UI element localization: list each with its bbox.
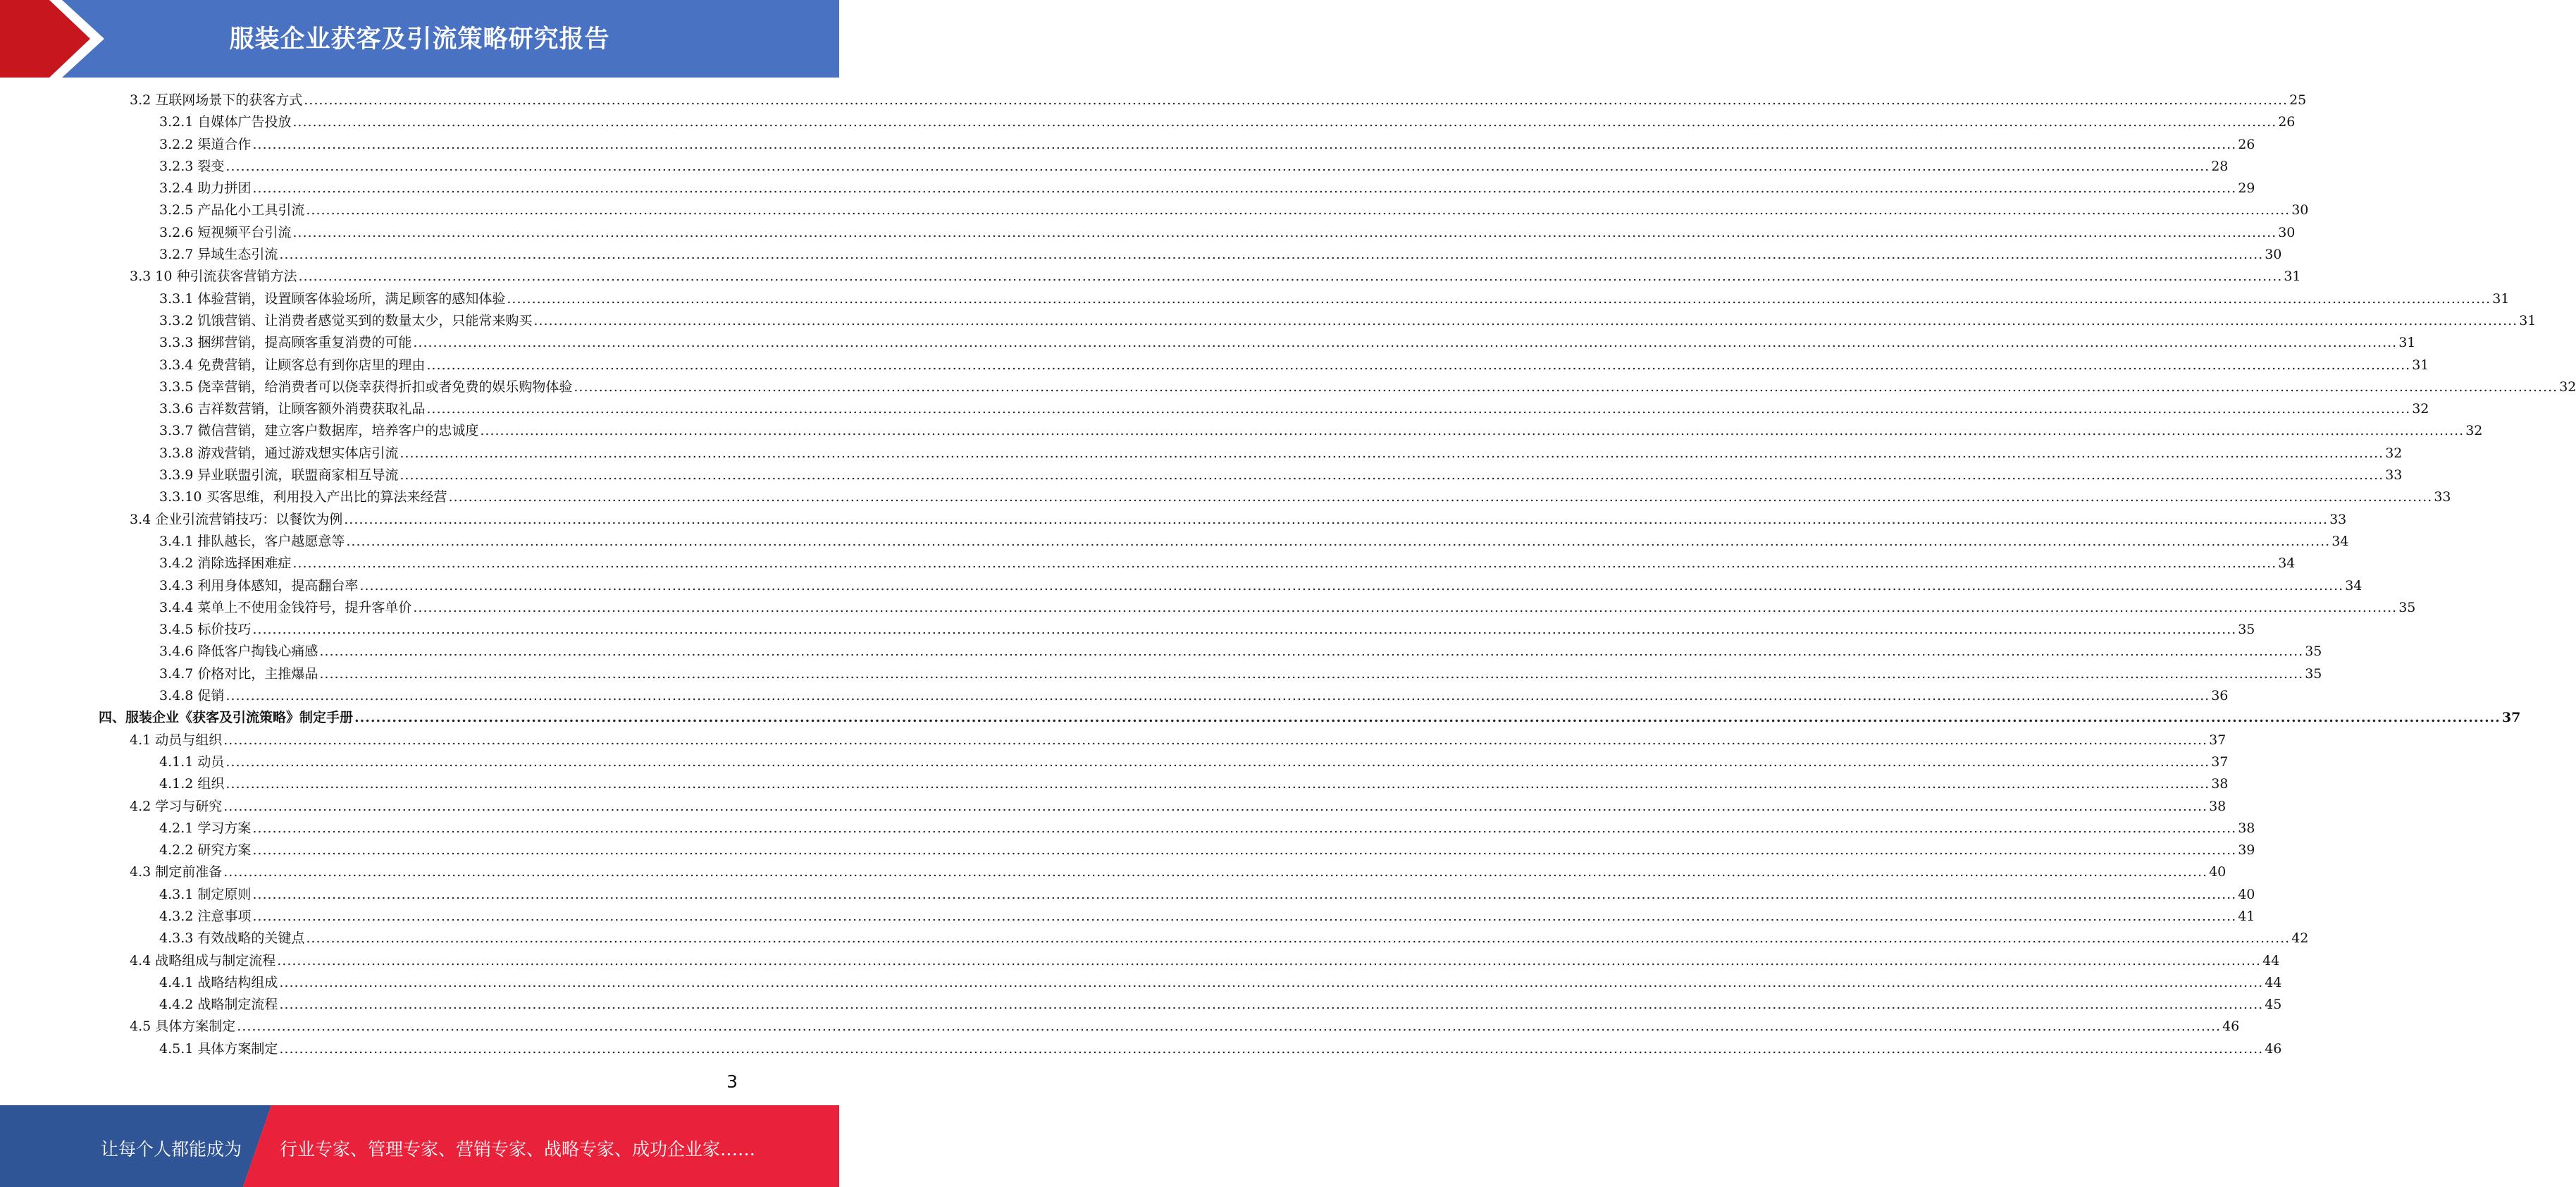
toc-entry-label: 3.3.5 侥幸营销，给消费者可以侥幸获得折扣或者免费的娱乐购物体验 [159, 379, 573, 395]
toc-entry-page: 35 [2238, 622, 2255, 638]
toc-entry-page: 35 [2305, 644, 2322, 660]
toc-entry[interactable] [99, 773, 2229, 795]
toc-dot-leader: ................................................................................................................................................................................................................................................................................................................................................................................................................ [354, 710, 2501, 726]
footer-slogan-right: 行业专家、管理专家、营销专家、战略专家、成功企业家…… [280, 1139, 756, 1160]
toc-entry-page: 46 [2222, 1019, 2240, 1035]
toc-entry-label: 3.3.1 体验营销，设置顾客体验场所，满足顾客的感知体验 [159, 290, 506, 307]
toc-entry-page: 41 [2238, 908, 2255, 924]
toc-entry[interactable] [99, 906, 2255, 928]
toc-entry-label: 3.3.7 微信营销，建立客户数据库，培养客户的忠诚度 [159, 423, 479, 439]
toc-dot-leader: ................................................................................................................................................................................................................................................................................................................................................................................................................ [359, 577, 2344, 594]
toc-entry[interactable] [99, 553, 2296, 574]
toc-entry[interactable] [99, 355, 2429, 376]
toc-dot-leader: ................................................................................................................................................................................................................................................................................................................................................................................................................ [223, 798, 2208, 814]
toc-entry[interactable] [99, 90, 2307, 111]
toc-entry-label: 3.2 互联网场景下的获客方式 [130, 92, 303, 108]
toc-entry-label: 3.4 企业引流营销技巧：以餐饮为例 [130, 511, 343, 527]
toc-entry-page: 32 [2412, 401, 2429, 417]
toc-entry[interactable] [99, 486, 2451, 508]
toc-entry-page: 33 [2385, 467, 2403, 484]
toc-entry-page: 34 [2278, 555, 2296, 572]
toc-entry-label: 3.2.7 异域生态引流 [159, 247, 278, 263]
toc-dot-leader: ................................................................................................................................................................................................................................................................................................................................................................................................................ [346, 533, 2331, 549]
toc-entry-page: 44 [2265, 974, 2282, 990]
toc-dot-leader: ................................................................................................................................................................................................................................................................................................................................................................................................................ [413, 599, 2398, 615]
toc-entry-page: 31 [2519, 312, 2537, 328]
toc-dot-leader: ................................................................................................................................................................................................................................................................................................................................................................................................................ [400, 467, 2384, 484]
toc-entry[interactable] [99, 972, 2282, 994]
toc-entry-page: 37 [2209, 732, 2227, 748]
toc-dot-leader: ................................................................................................................................................................................................................................................................................................................................................................................................................ [292, 114, 2277, 130]
toc-dot-leader: ................................................................................................................................................................................................................................................................................................................................................................................................................ [574, 379, 2558, 395]
toc-entry[interactable] [99, 751, 2229, 773]
toc-entry[interactable] [99, 884, 2255, 906]
toc-dot-leader: ................................................................................................................................................................................................................................................................................................................................................................................................................ [306, 202, 2291, 219]
toc-dot-leader: ................................................................................................................................................................................................................................................................................................................................................................................................................ [292, 555, 2277, 572]
toc-entry[interactable] [99, 134, 2255, 156]
toc-dot-leader: ................................................................................................................................................................................................................................................................................................................................................................................................................ [225, 688, 2210, 704]
toc-entry-label: 4.1.1 动员 [159, 754, 225, 770]
page-number: 3 [726, 1071, 738, 1092]
toc-entry-label: 3.3.3 捆绑营销，提高顾客重复消费的可能 [159, 335, 412, 351]
toc-entry-label: 3.3 10 种引流获客营销方法 [130, 269, 297, 285]
toc-dot-leader: ................................................................................................................................................................................................................................................................................................................................................................................................................ [344, 511, 2329, 527]
toc-entry-label: 3.3.9 异业联盟引流，联盟商家相互导流 [159, 467, 399, 484]
toc-dot-leader: ................................................................................................................................................................................................................................................................................................................................................................................................................ [292, 224, 2277, 240]
toc-entry[interactable] [99, 1016, 2240, 1038]
toc-entry-label: 4.1.2 组织 [159, 776, 225, 792]
toc-entry-page: 32 [2465, 423, 2483, 439]
toc-dot-leader: ................................................................................................................................................................................................................................................................................................................................................................................................................ [448, 489, 2433, 505]
toc-entry-label: 3.2.1 自媒体广告投放 [159, 114, 292, 130]
toc-entry-label: 3.2.2 渠道合作 [159, 136, 252, 152]
toc-entry-label: 3.3.10 买客思维，利用投入产出比的算法来经营 [159, 489, 447, 505]
toc-entry-page: 33 [2434, 489, 2451, 505]
table-of-contents [99, 90, 2576, 1060]
toc-dot-leader: ................................................................................................................................................................................................................................................................................................................................................................................................................ [237, 1019, 2222, 1035]
toc-entry-label: 4.3 制定前准备 [130, 864, 223, 880]
toc-entry-label: 3.2.6 短视频平台引流 [159, 224, 292, 240]
toc-dot-leader: ................................................................................................................................................................................................................................................................................................................................................................................................................ [225, 158, 2210, 174]
toc-entry[interactable] [99, 531, 2349, 553]
toc-dot-leader: ................................................................................................................................................................................................................................................................................................................................................................................................................ [319, 644, 2304, 660]
toc-dot-leader: ................................................................................................................................................................................................................................................................................................................................................................................................................ [252, 886, 2237, 902]
toc-dot-leader: ................................................................................................................................................................................................................................................................................................................................................................................................................ [252, 180, 2237, 197]
toc-entry-label: 4.5.1 具体方案制定 [159, 1040, 278, 1057]
toc-dot-leader: ................................................................................................................................................................................................................................................................................................................................................................................................................ [306, 930, 2291, 947]
toc-entry-label: 3.2.5 产品化小工具引流 [159, 202, 305, 219]
toc-entry-page: 34 [2332, 533, 2349, 549]
toc-entry[interactable] [99, 619, 2255, 641]
toc-entry-page: 29 [2238, 180, 2255, 197]
toc-entry-page: 36 [2211, 688, 2229, 704]
toc-dot-leader: ................................................................................................................................................................................................................................................................................................................................................................................................................ [252, 820, 2237, 836]
toc-entry-label: 4.2.1 学习方案 [159, 820, 252, 836]
toc-entry-page: 46 [2265, 1040, 2282, 1057]
toc-entry-page: 37 [2501, 710, 2521, 726]
toc-dot-leader: ................................................................................................................................................................................................................................................................................................................................................................................................................ [252, 622, 2237, 638]
toc-entry-label: 3.4.3 利用身体感知，提高翻台率 [159, 577, 359, 594]
toc-entry-page: 40 [2238, 886, 2255, 902]
toc-entry-page: 35 [2305, 665, 2322, 682]
toc-entry-label: 3.4.4 菜单上不使用金钱符号，提升客单价 [159, 599, 412, 615]
toc-entry-label: 3.4.5 标价技巧 [159, 622, 252, 638]
report-title: 服装企业获客及引流策略研究报告 [229, 25, 610, 54]
toc-entry[interactable] [99, 839, 2255, 861]
toc-entry-page: 31 [2492, 290, 2510, 307]
toc-dot-leader: ................................................................................................................................................................................................................................................................................................................................................................................................................ [279, 247, 2264, 263]
toc-dot-leader: ................................................................................................................................................................................................................................................................................................................................................................................................................ [252, 908, 2237, 924]
toc-entry[interactable] [99, 796, 2227, 818]
toc-entry[interactable] [99, 420, 2483, 442]
toc-entry[interactable] [99, 332, 2416, 354]
toc-entry[interactable] [99, 1038, 2282, 1060]
toc-entry-page: 30 [2265, 247, 2282, 263]
toc-entry-page: 31 [2412, 357, 2429, 373]
toc-entry-label: 3.2.4 助力拼团 [159, 180, 252, 197]
toc-entry[interactable] [99, 398, 2429, 420]
footer-slogan-left: 让每个人都能成为 [101, 1139, 242, 1160]
toc-entry-page: 38 [2211, 776, 2229, 792]
toc-entry-label: 4.3.2 注意事项 [159, 908, 252, 924]
toc-entry-page: 32 [2559, 379, 2576, 395]
toc-entry-page: 42 [2291, 930, 2309, 947]
toc-entry-label: 3.4.6 降低客户掏钱心痛感 [159, 644, 318, 660]
toc-entry[interactable] [99, 950, 2280, 972]
toc-entry-page: 40 [2209, 864, 2227, 880]
toc-entry-page: 44 [2262, 952, 2280, 968]
toc-entry-page: 38 [2209, 798, 2227, 814]
toc-entry[interactable] [99, 178, 2255, 199]
toc-entry-page: 28 [2211, 158, 2229, 174]
toc-entry[interactable] [99, 111, 2296, 133]
toc-dot-leader: ................................................................................................................................................................................................................................................................................................................................................................................................................ [533, 312, 2518, 328]
toc-entry[interactable] [99, 928, 2309, 949]
toc-entry[interactable] [99, 663, 2322, 685]
toc-entry-label: 4.2 学习与研究 [130, 798, 223, 814]
toc-entry[interactable] [99, 685, 2229, 707]
toc-entry-label: 四、服装企业《获客及引流策略》制定手册 [99, 710, 354, 726]
toc-entry-label: 4.5 具体方案制定 [130, 1019, 236, 1035]
toc-entry-page: 35 [2398, 599, 2416, 615]
toc-entry[interactable] [99, 266, 2301, 288]
page-footer [0, 1105, 839, 1187]
toc-dot-leader: ................................................................................................................................................................................................................................................................................................................................................................................................................ [225, 776, 2210, 792]
toc-entry[interactable] [99, 222, 2296, 244]
toc-entry-label: 3.4.8 促销 [159, 688, 225, 704]
toc-dot-leader: ................................................................................................................................................................................................................................................................................................................................................................................................................ [319, 665, 2304, 682]
toc-entry-label: 3.3.8 游戏营销，通过游戏想实体店引流 [159, 445, 399, 461]
toc-entry-label: 3.4.2 消除选择困难症 [159, 555, 292, 572]
toc-dot-leader: ................................................................................................................................................................................................................................................................................................................................................................................................................ [277, 952, 2262, 968]
toc-entry[interactable] [99, 465, 2403, 486]
toc-entry-label: 3.2.3 裂变 [159, 158, 225, 174]
toc-entry-label: 3.3.2 饥饿营销、让消费者感觉买到的数量太少，只能常来购买 [159, 312, 533, 328]
toc-entry[interactable] [99, 199, 2309, 221]
toc-entry-page: 31 [2398, 335, 2416, 351]
toc-entry[interactable] [99, 818, 2255, 839]
toc-entry-label: 4.1 动员与组织 [130, 732, 223, 748]
toc-dot-leader: ................................................................................................................................................................................................................................................................................................................................................................................................................ [400, 445, 2384, 461]
toc-entry-label: 3.4.1 排队越长，客户越愿意等 [159, 533, 345, 549]
toc-entry-label: 3.4.7 价格对比，主推爆品 [159, 665, 318, 682]
toc-dot-leader: ................................................................................................................................................................................................................................................................................................................................................................................................................ [426, 401, 2411, 417]
toc-dot-leader: ................................................................................................................................................................................................................................................................................................................................................................................................................ [279, 997, 2264, 1013]
toc-dot-leader: ................................................................................................................................................................................................................................................................................................................................................................................................................ [225, 754, 2210, 770]
toc-entry-page: 32 [2385, 445, 2403, 461]
toc-entry[interactable] [99, 156, 2229, 178]
toc-dot-leader: ................................................................................................................................................................................................................................................................................................................................................................................................................ [279, 974, 2264, 990]
toc-entry[interactable] [99, 707, 2521, 729]
toc-entry[interactable] [99, 288, 2510, 310]
toc-dot-leader: ................................................................................................................................................................................................................................................................................................................................................................................................................ [298, 269, 2283, 285]
toc-dot-leader: ................................................................................................................................................................................................................................................................................................................................................................................................................ [304, 92, 2289, 108]
toc-dot-leader: ................................................................................................................................................................................................................................................................................................................................................................................................................ [426, 357, 2411, 373]
toc-entry[interactable] [99, 597, 2416, 619]
toc-entry-page: 25 [2289, 92, 2307, 108]
toc-entry[interactable] [99, 575, 2363, 597]
toc-entry[interactable] [99, 730, 2227, 751]
toc-entry-page: 45 [2265, 997, 2282, 1013]
toc-entry[interactable] [99, 244, 2282, 266]
toc-entry-label: 4.4 战略组成与制定流程 [130, 952, 276, 968]
toc-dot-leader: ................................................................................................................................................................................................................................................................................................................................................................................................................ [507, 290, 2491, 307]
page-header [0, 0, 839, 78]
toc-entry[interactable] [99, 443, 2403, 465]
toc-entry-label: 4.2.2 研究方案 [159, 842, 252, 859]
toc-dot-leader: ................................................................................................................................................................................................................................................................................................................................................................................................................ [252, 842, 2237, 859]
toc-dot-leader: ................................................................................................................................................................................................................................................................................................................................................................................................................ [480, 423, 2465, 439]
toc-entry-label: 3.3.4 免费营销，让顾客总有到你店里的理由 [159, 357, 426, 373]
toc-entry-page: 26 [2278, 114, 2296, 130]
toc-entry[interactable] [99, 861, 2227, 883]
toc-entry-page: 34 [2345, 577, 2363, 594]
toc-entry-label: 3.3.6 吉祥数营销，让顾客额外消费获取礼品 [159, 401, 426, 417]
toc-entry-page: 38 [2238, 820, 2255, 836]
toc-entry[interactable] [99, 376, 2576, 398]
toc-entry-page: 30 [2291, 202, 2309, 219]
toc-entry-page: 26 [2238, 136, 2255, 152]
toc-entry-page: 39 [2238, 842, 2255, 859]
toc-entry-page: 37 [2211, 754, 2229, 770]
toc-entry-label: 4.4.2 战略制定流程 [159, 997, 278, 1013]
toc-entry-page: 30 [2278, 224, 2296, 240]
toc-entry[interactable] [99, 641, 2322, 663]
toc-dot-leader: ................................................................................................................................................................................................................................................................................................................................................................................................................ [279, 1040, 2264, 1057]
toc-dot-leader: ................................................................................................................................................................................................................................................................................................................................................................................................................ [413, 335, 2398, 351]
toc-entry[interactable] [99, 994, 2282, 1016]
toc-dot-leader: ................................................................................................................................................................................................................................................................................................................................................................................................................ [223, 864, 2208, 880]
toc-entry[interactable] [99, 509, 2347, 531]
toc-entry-label: 4.3.3 有效战略的关键点 [159, 930, 305, 947]
toc-dot-leader: ................................................................................................................................................................................................................................................................................................................................................................................................................ [223, 732, 2208, 748]
toc-entry-page: 33 [2329, 511, 2347, 527]
toc-entry[interactable] [99, 310, 2537, 332]
toc-entry-page: 31 [2284, 269, 2301, 285]
toc-entry-label: 4.4.1 战略结构组成 [159, 974, 278, 990]
toc-dot-leader: ................................................................................................................................................................................................................................................................................................................................................................................................................ [252, 136, 2237, 152]
toc-entry-label: 4.3.1 制定原则 [159, 886, 252, 902]
